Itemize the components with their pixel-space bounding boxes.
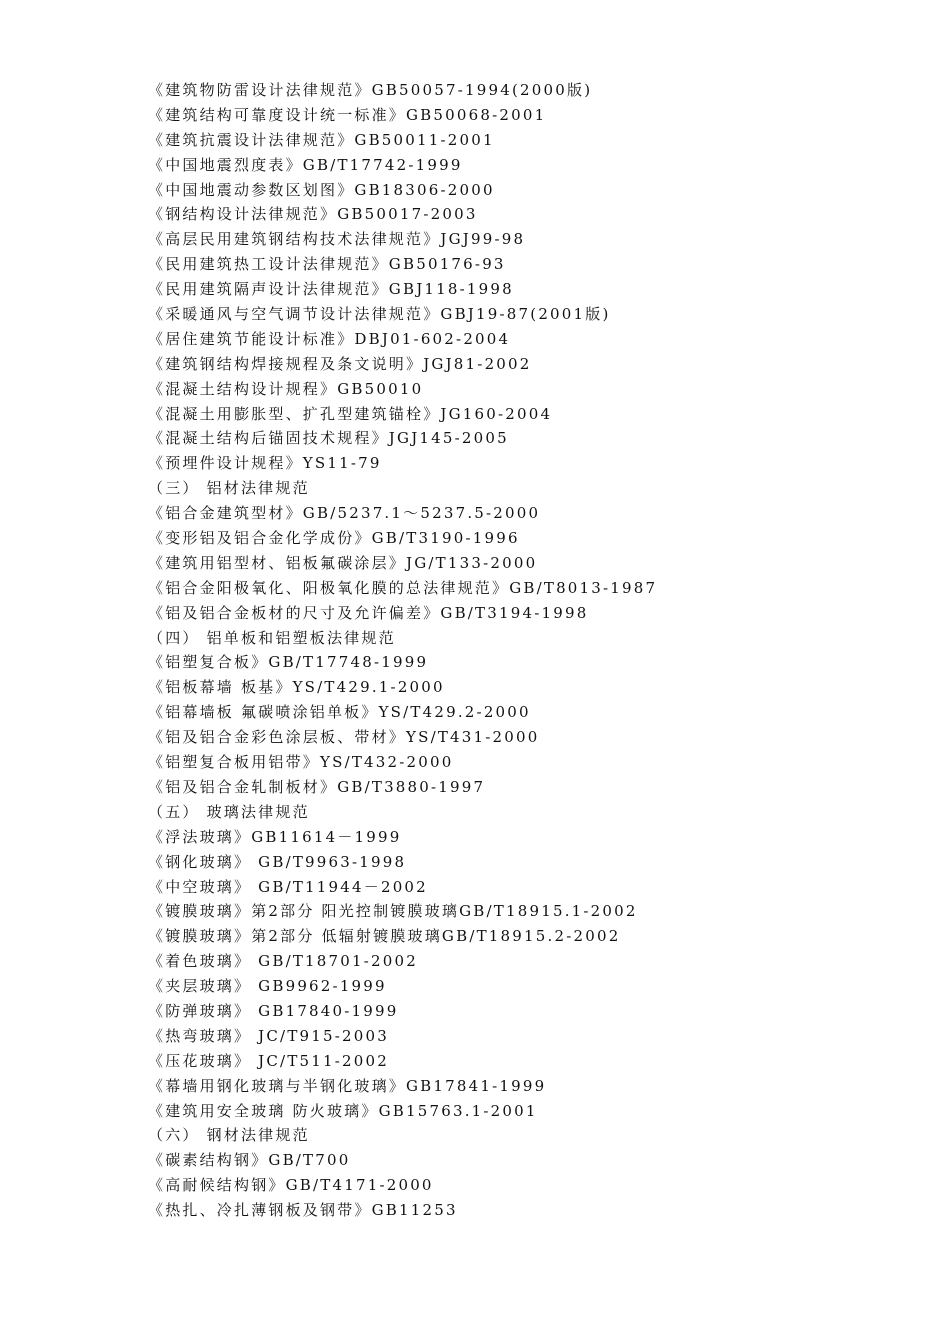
document-line: （四） 铝单板和铝塑板法律规范 <box>148 628 396 647</box>
document-line: （六） 钢材法律规范 <box>148 1126 310 1145</box>
document-line: 《铝及铝合金板材的尺寸及允许偏差》GB/T3194-1998 <box>148 603 589 622</box>
document-line: 《中空玻璃》 GB/T11944－2002 <box>148 877 428 896</box>
document-line: 《建筑钢结构焊接规程及条文说明》JGJ81-2002 <box>148 354 532 373</box>
document-line: 《变形铝及铝合金化学成份》GB/T3190-1996 <box>148 529 520 548</box>
document-line: 《民用建筑热工设计法律规范》GB50176-93 <box>148 255 506 274</box>
document-line: 《浮法玻璃》GB11614－1999 <box>148 827 402 846</box>
document-line: 《采暖通风与空气调节设计法律规范》GBJ19-87(2001版) <box>148 305 611 324</box>
document-line: 《热弯玻璃》 JC/T915-2003 <box>148 1026 389 1045</box>
document-line: 《铝板幕墙 板基》YS/T429.1-2000 <box>148 678 445 697</box>
document-line: （五） 玻璃法律规范 <box>148 802 310 821</box>
document-line: 《铝塑复合板》GB/T17748-1999 <box>148 653 429 672</box>
document-line: 《高层民用建筑钢结构技术法律规范》JGJ99-98 <box>148 230 526 249</box>
document-line: 《镀膜玻璃》第2部分 低辐射镀膜玻璃GB/T18915.2-2002 <box>148 927 621 946</box>
document-line: 《钢化玻璃》 GB/T9963-1998 <box>148 852 407 871</box>
document-line: 《建筑结构可靠度设计统一标准》GB50068-2001 <box>148 105 547 124</box>
document-line: 《镀膜玻璃》第2部分 阳光控制镀膜玻璃GB/T18915.1-2002 <box>148 902 638 921</box>
document-line: 《着色玻璃》 GB/T18701-2002 <box>148 952 418 971</box>
document-line: 《建筑物防雷设计法律规范》GB50057-1994(2000版) <box>148 81 593 99</box>
document-line: 《防弹玻璃》 GB17840-1999 <box>148 1001 399 1020</box>
document-line: 《混凝土结构设计规程》GB50010 <box>148 379 424 398</box>
document-line: 《铝及铝合金彩色涂层板、带材》YS/T431-2000 <box>148 728 540 747</box>
document-line: 《铝合金建筑型材》GB/5237.1～5237.5-2000 <box>148 504 541 523</box>
document-line: 《高耐候结构钢》GB/T4171-2000 <box>148 1176 434 1195</box>
document-line: 《混凝土用膨胀型、扩孔型建筑锚栓》JG160-2004 <box>148 404 553 423</box>
standards-list <box>148 78 908 1223</box>
document-line: 《幕墙用钢化玻璃与半钢化玻璃》GB17841-1999 <box>148 1076 547 1095</box>
document-line: 《居住建筑节能设计标准》DBJ01-602-2004 <box>148 329 511 348</box>
document-line: 《中国地震烈度表》GB/T17742-1999 <box>148 155 463 174</box>
document-line: 《中国地震动参数区划图》GB18306-2000 <box>148 180 495 199</box>
document-line: 《混凝土结构后锚固技术规程》JGJ145-2005 <box>148 429 509 448</box>
document-line: 《民用建筑隔声设计法律规范》GBJ118-1998 <box>148 280 514 299</box>
document-line: 《夹层玻璃》 GB9962-1999 <box>148 977 387 996</box>
document-line: 《建筑用安全玻璃 防火玻璃》GB15763.1-2001 <box>148 1101 538 1120</box>
document-line: 《钢结构设计法律规范》GB50017-2003 <box>148 205 478 224</box>
document-line: 《铝幕墙板 氟碳喷涂铝单板》YS/T429.2-2000 <box>148 703 531 722</box>
document-line: 《热扎、冷扎薄钢板及钢带》GB11253 <box>148 1201 458 1220</box>
document-line: 《碳素结构钢》GB/T700 <box>148 1151 351 1170</box>
document-line: 《铝塑复合板用铝带》YS/T432-2000 <box>148 753 454 772</box>
document-line: 《建筑抗震设计法律规范》GB50011-2001 <box>148 130 495 149</box>
document-line: 《建筑用铝型材、铝板氟碳涂层》JG/T133-2000 <box>148 553 538 572</box>
document-line: 《铝及铝合金轧制板材》GB/T3880-1997 <box>148 777 486 796</box>
document-line: 《铝合金阳极氧化、阳极氧化膜的总法律规范》GB/T8013-1987 <box>148 578 658 597</box>
document-line: 《预埋件设计规程》YS11-79 <box>148 454 382 473</box>
document-line: （三） 铝材法律规范 <box>148 479 310 498</box>
document-line: 《压花玻璃》 JC/T511-2002 <box>148 1051 389 1070</box>
